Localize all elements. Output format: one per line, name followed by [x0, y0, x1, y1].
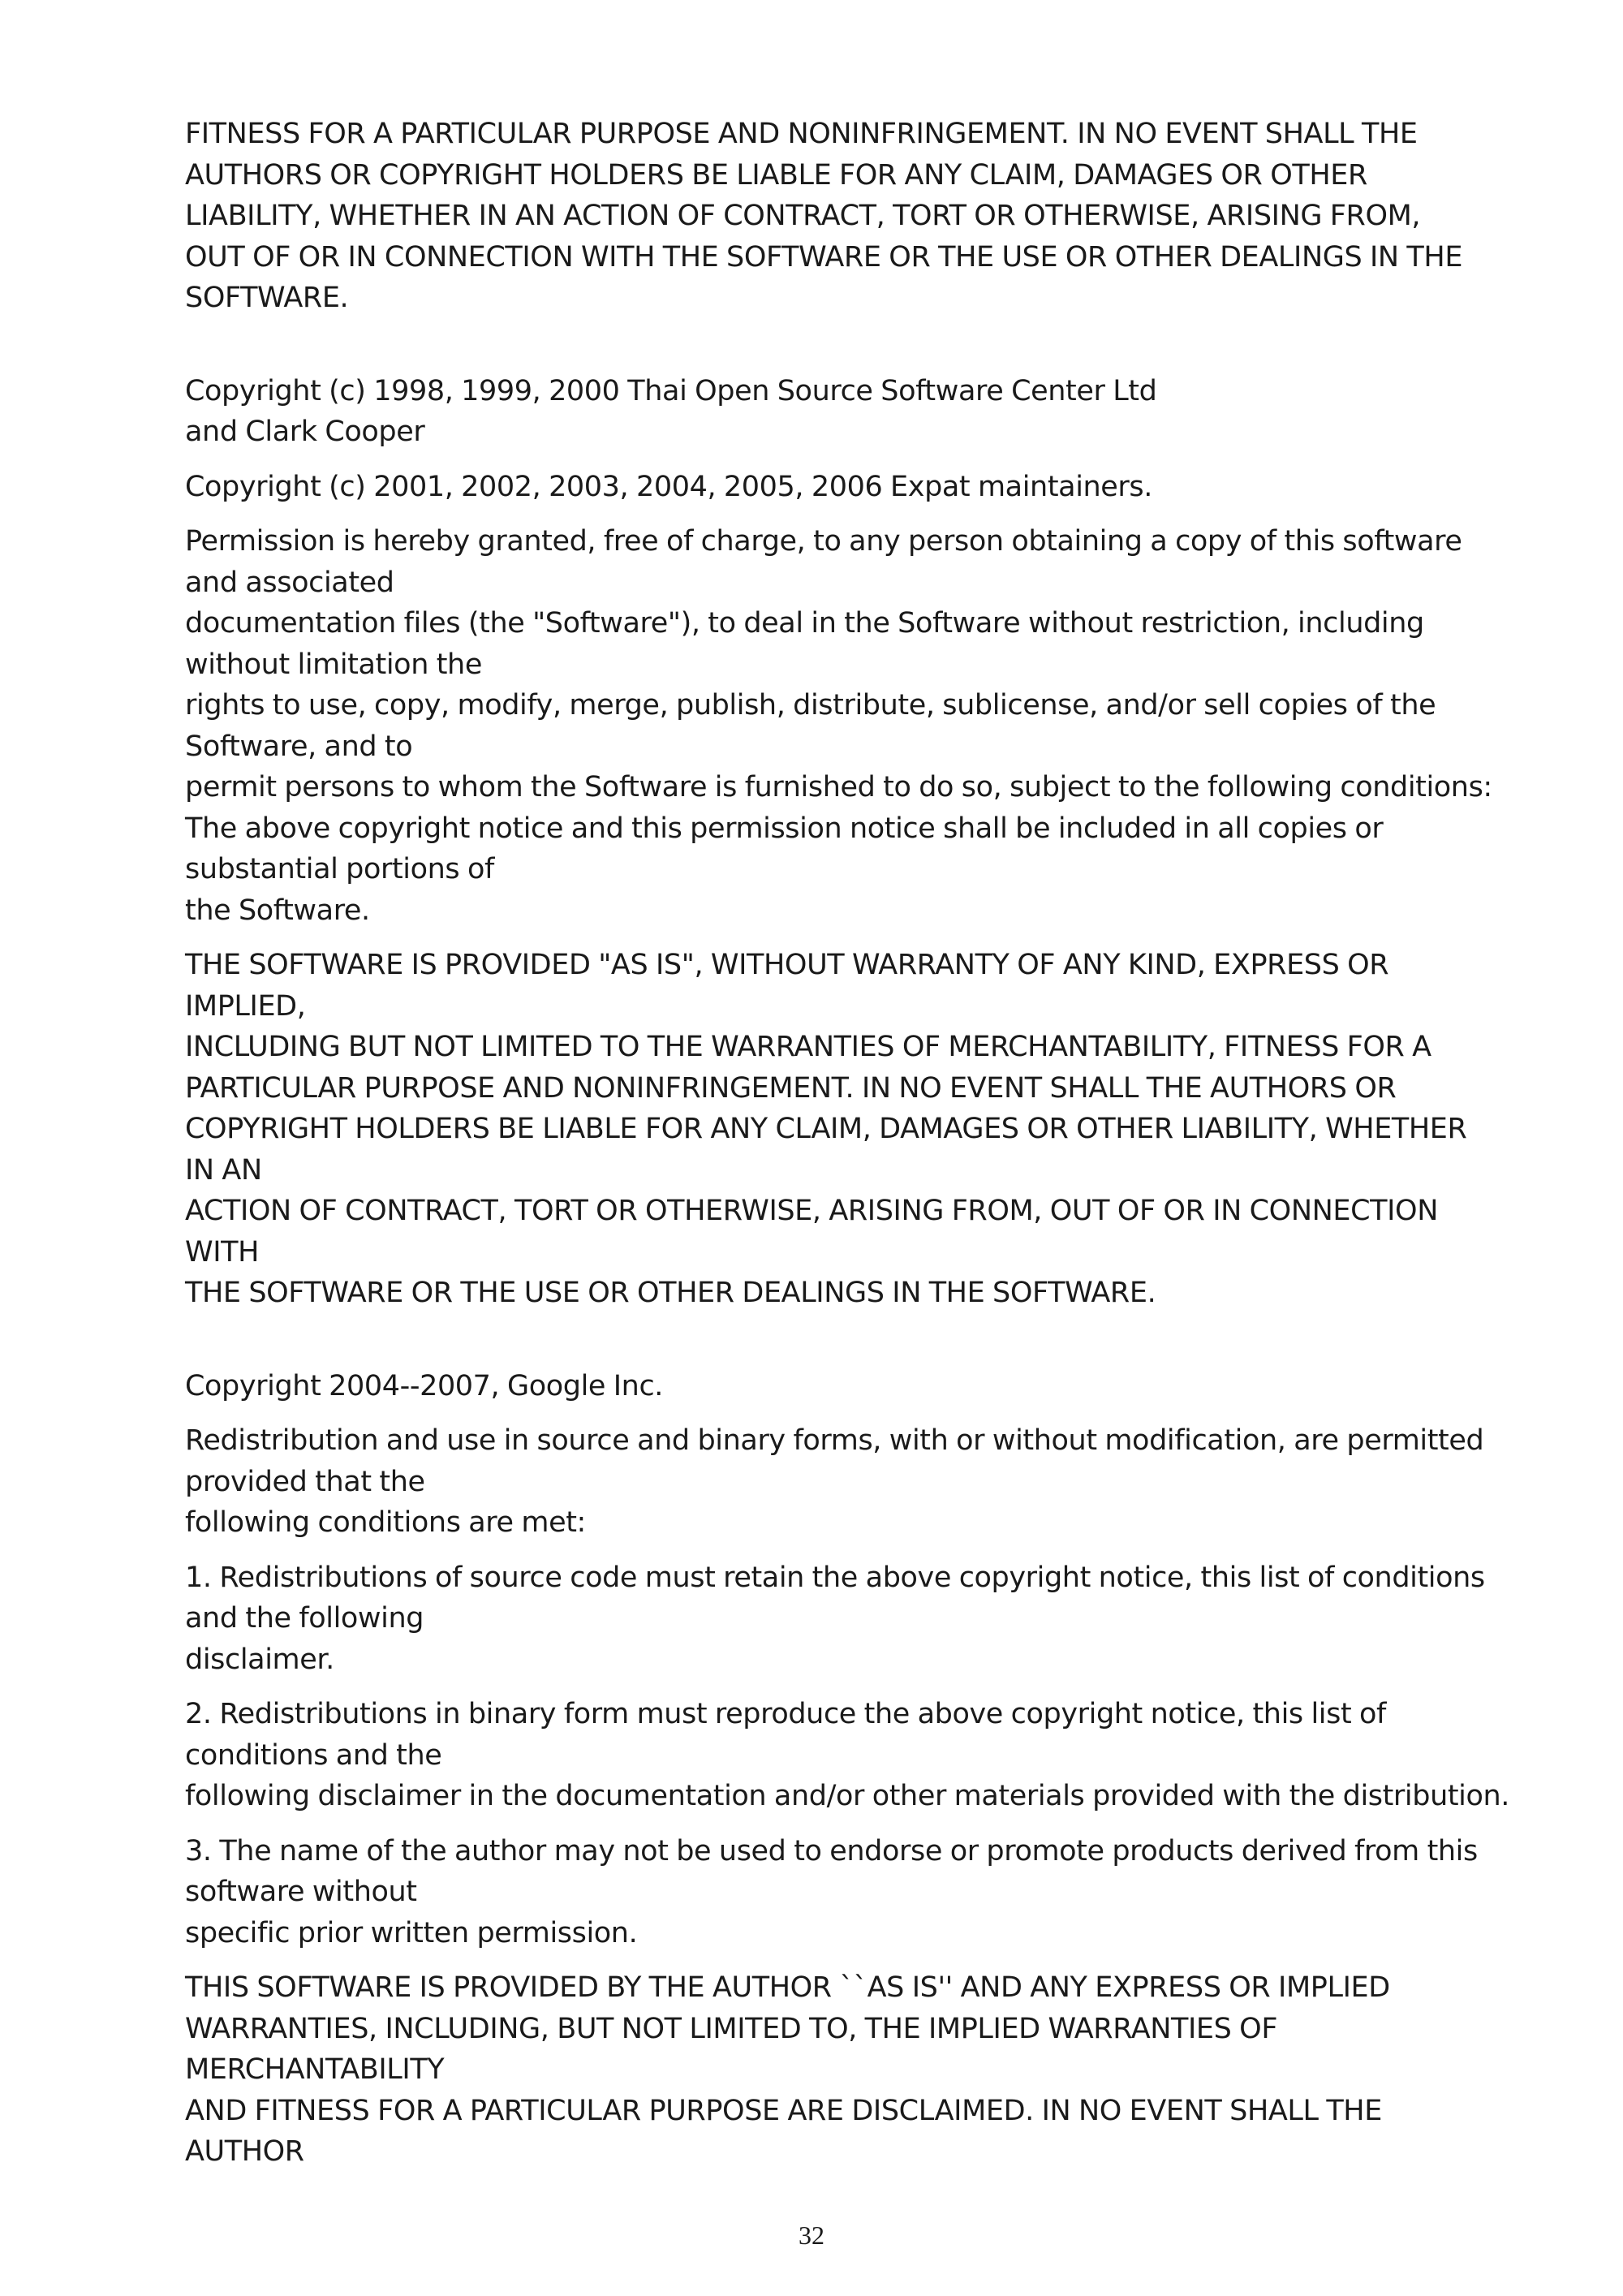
text-line: substantial portions of: [185, 853, 494, 885]
text-line: The above copyright notice and this permission notice shall be included in all copies or: [185, 812, 1384, 845]
text-line: OUT OF OR IN CONNECTION WITH THE SOFTWARE OR THE USE OR OTHER DEALINGS IN THE: [185, 240, 1463, 274]
paragraph-spacer: [185, 1817, 1483, 1831]
section-spacer: [185, 319, 1483, 371]
text-line: the Software.: [185, 894, 370, 927]
paragraph-spacer: [185, 1954, 1483, 1967]
expat-disclaimer-tail: [185, 114, 1483, 319]
text-line: AND FITNESS FOR A PARTICULAR PURPOSE ARE DISCLAIMED. IN NO EVENT SHALL THE: [185, 2094, 1382, 2127]
paragraph-spacer: [185, 1406, 1483, 1420]
text-line: 1. Redistributions of source code must retain the above copyright notice, this list of conditions: [185, 1561, 1485, 1594]
text-line: AUTHOR: [185, 2135, 304, 2168]
text-line: Copyright 2004--2007, Google Inc.: [185, 1369, 664, 1402]
condition-3: [185, 1831, 1483, 1954]
expat-permission: [185, 521, 1492, 931]
expat-copyright-1: [185, 371, 1483, 453]
text-line: and associated: [185, 566, 394, 599]
paragraph-spacer: [185, 931, 1483, 945]
text-line: IMPLIED,: [185, 989, 306, 1023]
text-line: THIS SOFTWARE IS PROVIDED BY THE AUTHOR ``AS IS'' AND ANY EXPRESS OR IMPLIED: [185, 1971, 1390, 2004]
text-line: following conditions are met:: [185, 1506, 586, 1539]
text-line: 2. Redistributions in binary form must reproduce the above copyright notice, this list of: [185, 1698, 1386, 1730]
text-line: Copyright (c) 2001, 2002, 2003, 2004, 2005, 2006 Expat maintainers.: [185, 470, 1152, 503]
google-warranty-disclaimer: [185, 1967, 1483, 2173]
text-line: without limitation the: [185, 648, 482, 681]
text-line: and the following: [185, 1602, 424, 1635]
document-body: [185, 114, 1510, 2173]
text-line: WARRANTIES, INCLUDING, BUT NOT LIMITED TO, THE IMPLIED WARRANTIES OF: [185, 2012, 1278, 2045]
text-line: documentation files (the "Software"), to deal in the Software without restriction, including: [185, 607, 1424, 640]
text-line: disclaimer.: [185, 1643, 334, 1676]
condition-2: [185, 1694, 1510, 1817]
text-line: MERCHANTABILITY: [185, 2053, 445, 2086]
text-line: and Clark Cooper: [185, 416, 425, 448]
text-line: PARTICULAR PURPOSE AND NONINFRINGEMENT. IN NO EVENT SHALL THE AUTHORS OR: [185, 1071, 1397, 1105]
text-line: Redistribution and use in source and binary forms, with or without modification, are permitted: [185, 1424, 1484, 1457]
text-line: 3. The name of the author may not be used to endorse or promote products derived from this: [185, 1834, 1478, 1867]
text-line: INCLUDING BUT NOT LIMITED TO THE WARRANTIES OF MERCHANTABILITY, FITNESS FOR A: [185, 1031, 1431, 1063]
text-line: conditions and the: [185, 1738, 442, 1772]
paragraph-spacer: [185, 1680, 1483, 1694]
text-line: THE SOFTWARE OR THE USE OR OTHER DEALINGS IN THE SOFTWARE.: [185, 1277, 1156, 1309]
text-line: FITNESS FOR A PARTICULAR PURPOSE AND NONINFRINGEMENT. IN NO EVENT SHALL THE: [185, 118, 1418, 150]
section-spacer: [185, 1314, 1483, 1366]
google-redistribution-intro: [185, 1420, 1483, 1544]
text-line: permit persons to whom the Software is furnished to do so, subject to the following conditions:: [185, 771, 1492, 803]
text-line: Permission is hereby granted, free of charge, to any person obtaining a copy of this software: [185, 525, 1462, 558]
text-line: AUTHORS OR COPYRIGHT HOLDERS BE LIABLE FOR ANY CLAIM, DAMAGES OR OTHER: [185, 158, 1367, 192]
text-line: following disclaimer in the documentation and/or other materials provided with the distribution.: [185, 1780, 1510, 1812]
text-line: Software, and to: [185, 730, 413, 763]
expat-warranty-disclaimer: [185, 945, 1483, 1314]
text-line: specific prior written permission.: [185, 1916, 638, 1949]
text-line: software without: [185, 1876, 417, 1908]
expat-copyright-2: [185, 467, 1483, 508]
text-line: COPYRIGHT HOLDERS BE LIABLE FOR ANY CLAIM, DAMAGES OR OTHER LIABILITY, WHETHER: [185, 1113, 1467, 1145]
paragraph-spacer: [185, 453, 1483, 467]
text-line: THE SOFTWARE IS PROVIDED "AS IS", WITHOUT WARRANTY OF ANY KIND, EXPRESS OR: [185, 949, 1389, 981]
google-copyright: [185, 1366, 1483, 1407]
paragraph-spacer: [185, 1544, 1483, 1557]
text-line: provided that the: [185, 1465, 425, 1498]
text-line: rights to use, copy, modify, merge, publish, distribute, sublicense, and/or sell copies of the: [185, 689, 1436, 722]
text-line: ACTION OF CONTRACT, TORT OR OTHERWISE, ARISING FROM, OUT OF OR IN CONNECTION: [185, 1195, 1438, 1227]
text-line: WITH: [185, 1235, 260, 1269]
text-line: LIABILITY, WHETHER IN AN ACTION OF CONTRACT, TORT OR OTHERWISE, ARISING FROM,: [185, 200, 1421, 232]
text-line: Copyright (c) 1998, 1999, 2000 Thai Open Source Software Center Ltd: [185, 374, 1157, 407]
page-number: 32: [799, 2221, 824, 2250]
paragraph-spacer: [185, 507, 1483, 521]
condition-1: [185, 1557, 1483, 1681]
text-line: IN AN: [185, 1153, 262, 1187]
text-line: SOFTWARE.: [185, 282, 349, 314]
